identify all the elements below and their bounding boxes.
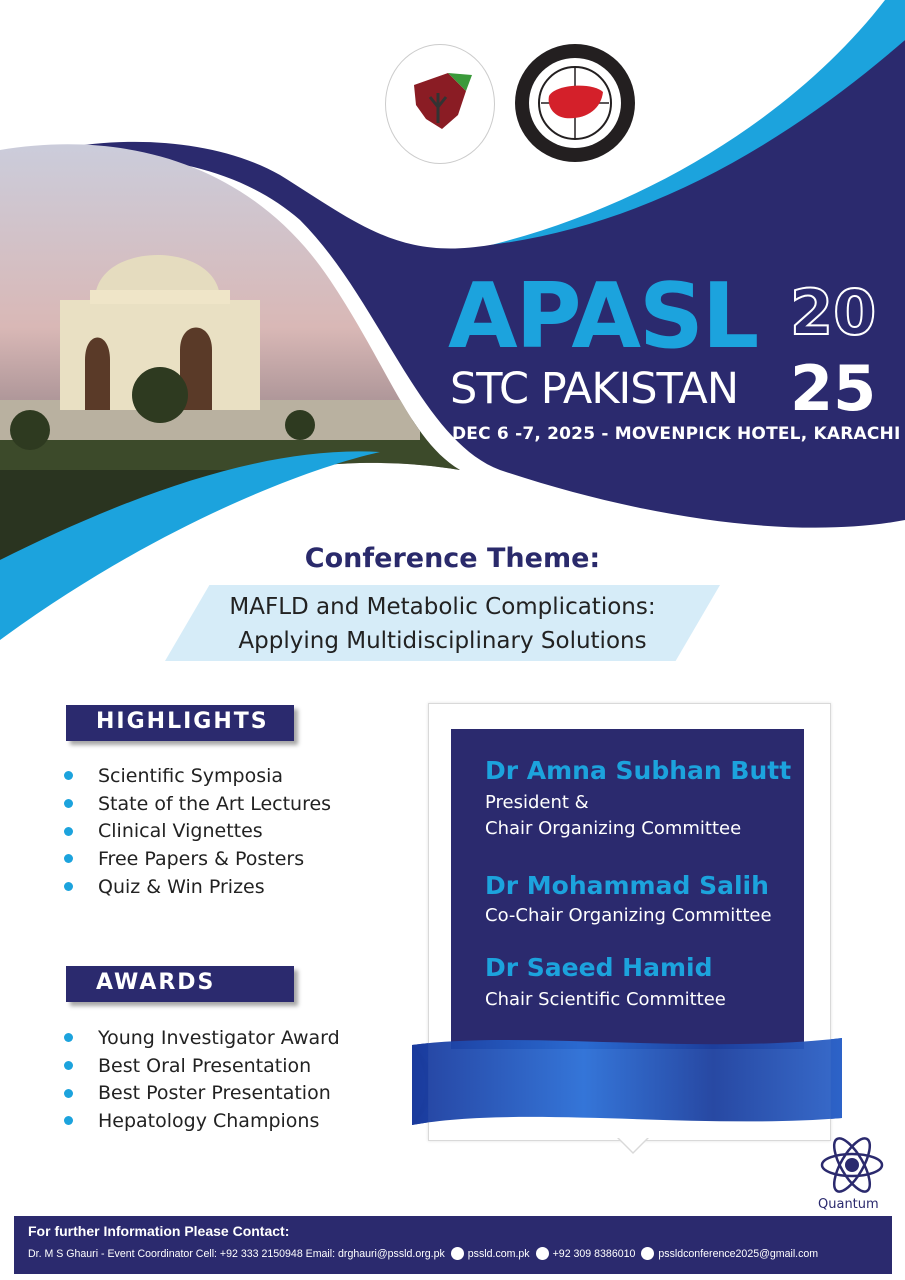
email-icon xyxy=(641,1247,654,1260)
bullet-icon xyxy=(64,1033,73,1042)
bullet-icon xyxy=(64,882,73,891)
list-item: State of the Art Lectures xyxy=(64,790,331,818)
phone-icon xyxy=(536,1247,549,1260)
event-subtitle: STC PAKISTAN xyxy=(450,364,739,414)
list-item: Scientific Symposia xyxy=(64,762,331,790)
person-name: Dr Mohammad Salih xyxy=(485,871,769,900)
theme-line-2: Applying Multidisciplinary Solutions xyxy=(238,628,647,654)
pssld-logo xyxy=(385,44,495,164)
bullet-icon xyxy=(64,771,73,780)
awards-heading: AWARDS xyxy=(96,970,216,995)
person-role: Co-Chair Organizing Committee xyxy=(485,905,772,926)
person-role: President & xyxy=(485,792,589,813)
event-title: APASL xyxy=(448,264,758,369)
event-year-bottom: 25 xyxy=(790,352,877,425)
footer-heading: For further Information Please Contact: xyxy=(28,1223,290,1239)
globe-icon xyxy=(451,1247,464,1260)
bullet-icon xyxy=(64,1116,73,1125)
list-item: Best Oral Presentation xyxy=(64,1052,340,1080)
apasl-logo xyxy=(515,44,635,162)
card-pointer-inner xyxy=(618,1137,648,1152)
atom-icon xyxy=(818,1132,886,1198)
list-item: Hepatology Champions xyxy=(64,1107,340,1135)
bullet-icon xyxy=(64,1089,73,1098)
list-item: Quiz & Win Prizes xyxy=(64,873,331,901)
person-name: Dr Amna Subhan Butt xyxy=(485,756,792,785)
awards-header xyxy=(66,966,294,1002)
theme-text xyxy=(165,590,720,658)
list-item: Free Papers & Posters xyxy=(64,845,331,873)
committee-card xyxy=(451,729,804,1049)
theme-line-1: MAFLD and Metabolic Complications: xyxy=(229,594,656,620)
contact-footer xyxy=(14,1216,892,1274)
coordinator-contact: Dr. M S Ghauri - Event Coordinator Cell: +92 333 2150948 Email: drghauri@pssld.org.pk xyxy=(28,1247,445,1260)
person-role: Chair Scientific Committee xyxy=(485,989,726,1010)
phone-number[interactable]: +92 309 8386010 xyxy=(552,1247,636,1260)
sponsor-label: Quantum xyxy=(818,1197,879,1212)
pakistan-map-icon xyxy=(386,45,494,163)
bullet-icon xyxy=(64,799,73,808)
highlights-list xyxy=(64,762,331,900)
liver-icon xyxy=(515,44,635,162)
bullet-icon xyxy=(64,1061,73,1070)
event-date-venue: DEC 6 -7, 2025 - MOVENPICK HOTEL, KARACHI xyxy=(452,424,901,444)
bullet-icon xyxy=(64,827,73,836)
person-role: Chair Organizing Committee xyxy=(485,818,742,839)
website-link[interactable]: pssld.com.pk xyxy=(467,1247,530,1260)
email-link[interactable]: pssldconference2025@gmail.com xyxy=(658,1247,819,1260)
awards-list xyxy=(64,1024,340,1135)
highlights-header xyxy=(66,705,294,741)
footer-contacts xyxy=(28,1247,818,1260)
person-name: Dr Saeed Hamid xyxy=(485,953,713,982)
bullet-icon xyxy=(64,854,73,863)
list-item: Best Poster Presentation xyxy=(64,1079,340,1107)
list-item: Clinical Vignettes xyxy=(64,817,331,845)
theme-heading: Conference Theme: xyxy=(304,543,601,574)
highlights-heading: HIGHLIGHTS xyxy=(96,709,269,734)
event-year-top: 20 xyxy=(790,276,877,349)
list-item: Young Investigator Award xyxy=(64,1024,340,1052)
ribbon-front xyxy=(412,1030,844,1130)
